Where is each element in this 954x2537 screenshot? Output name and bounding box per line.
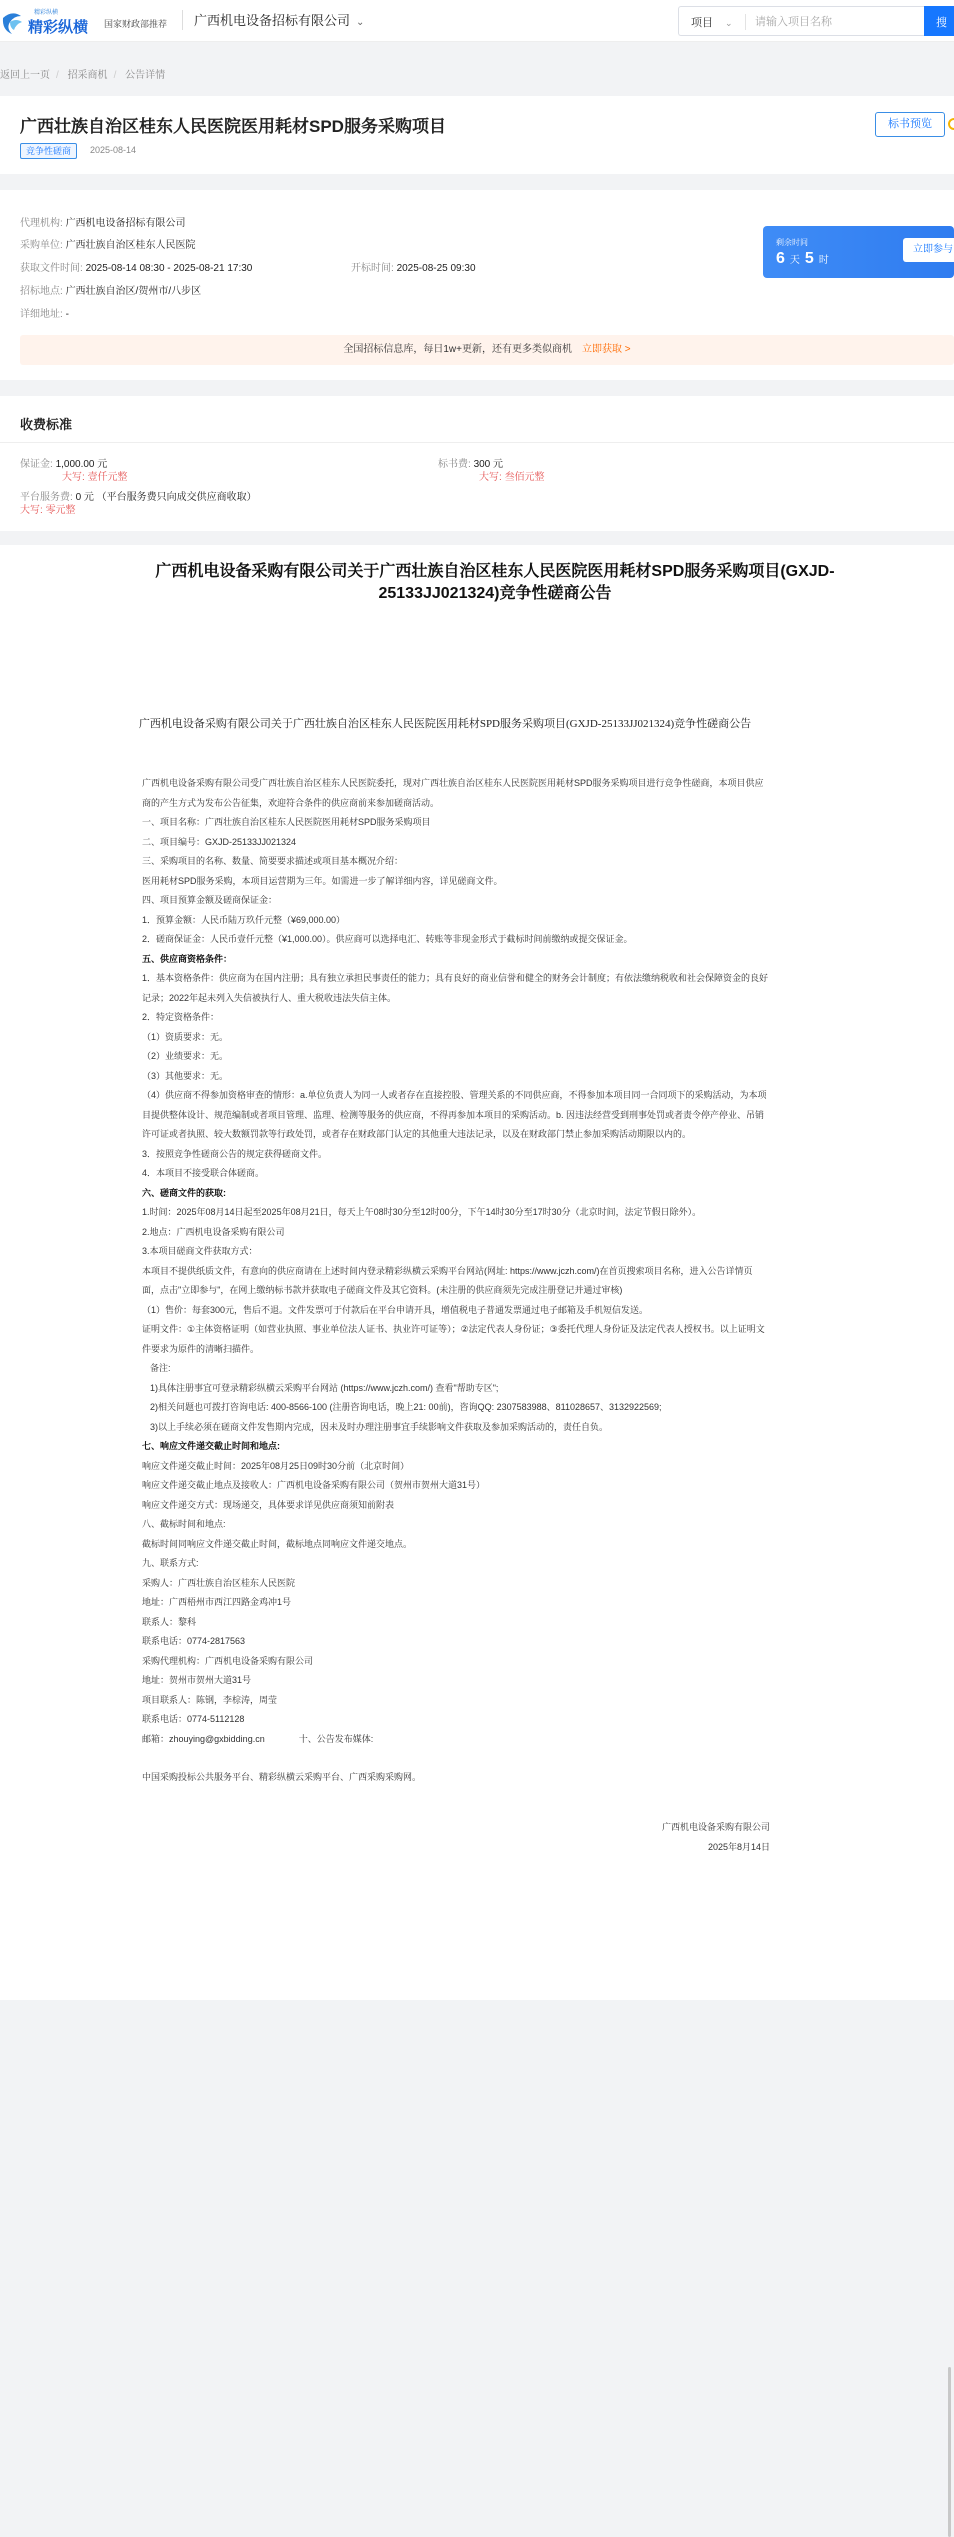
- sign-date: 2025年8月14日: [707, 1842, 770, 1852]
- contact-phone: 邮箱：zhouying@gxbidding.cn: [142, 1733, 265, 1744]
- paragraph: （2）业绩要求：无。: [142, 1051, 229, 1061]
- platform-fee-cn-label: 大写:: [20, 505, 43, 516]
- doc-time-label: 获取文件时间:: [20, 263, 83, 274]
- doc-fee-cn-label: 大写:: [479, 472, 502, 483]
- company-selector[interactable]: [194, 10, 364, 29]
- paragraph: 中国采购投标公共服务平台、精彩纵横云采购平台、广西采购采购网。: [142, 1772, 422, 1782]
- search-type-label: 项目: [691, 17, 713, 29]
- chevron-down-icon: ⌄: [725, 18, 733, 28]
- platform-fee-value: 0 元 （平台服务费只向成交供应商收取）: [75, 492, 257, 503]
- paragraph: 一、项目名称：广西壮族自治区桂东人民医院医用耗材SPD服务采购项目: [142, 817, 431, 827]
- paragraph: 备注:: [150, 1363, 171, 1373]
- open-time-row: [351, 259, 476, 274]
- paragraph: 三、采购项目的名称、数量、简要要求描述或项目基本概况介绍：: [142, 856, 404, 866]
- paragraph: 4．本项目不接受联合体磋商。: [142, 1168, 265, 1178]
- promo-text: 全国招标信息库，每日1w+更新，还有更多类似商机: [343, 344, 572, 355]
- paragraph: 响应文件递交截止时间：2025年08月25日09时30分前（北京时间）: [142, 1460, 410, 1471]
- paragraph: [120, 1730, 770, 1750]
- countdown-hours: 5: [804, 250, 814, 267]
- buyer-row: [20, 236, 196, 251]
- announcement-title: 广西机电设备采购有限公司关于广西壮族自治区桂东人民医院医用耗材SPD服务采购项目(GXJD-25133JJ021324)竞争性磋商公告: [155, 563, 835, 602]
- paragraph: 联系电话：0774-5112128: [142, 1714, 245, 1724]
- paragraph: 1．基本资格条件：供应商为在国内注册；具有独立承担民事责任的能力；具有良好的商业信誉和健全的财务会计制度；有依法缴纳税收和社会保障资金的良好记录；2022年起未列入失信被执行人、重大税收违法失信主体。: [142, 973, 769, 1003]
- deposit-cn-row: [62, 468, 128, 483]
- announcement-body: [120, 774, 770, 1788]
- logo-mark-icon: [0, 10, 24, 36]
- paragraph: 九、联系方式:: [142, 1558, 199, 1568]
- search-input[interactable]: [755, 11, 885, 33]
- scrollbar[interactable]: [948, 2367, 951, 2537]
- paragraph: 采购代理机构：广西机电设备采购有限公司: [142, 1655, 314, 1666]
- paragraph: 响应文件递交方式：现场递交，具体要求详见供应商须知前附表: [142, 1499, 395, 1510]
- buyer-value: 广西壮族自治区桂东人民医院: [65, 240, 196, 251]
- paragraph: 二、项目编号：GXJD-25133JJ021324: [142, 836, 297, 847]
- doc-fee-cn-value: 叁佰元整: [504, 472, 545, 483]
- paragraph: 项目联系人：陈钢，李棕涛，周莹: [142, 1694, 278, 1705]
- countdown-caption: 剩余时间: [776, 238, 808, 247]
- paragraph: 广西机电设备采购有限公司受广西壮族自治区桂东人民医院委托，现对广西壮族自治区桂东人民医院医用耗材SPD服务采购项目进行竞争性磋商，本项目供应商的产生方式为发布公告征集，欢迎符合条件的供应商前来参加磋商活动。: [142, 778, 764, 808]
- divider: [0, 442, 954, 443]
- paragraph: 采购人：广西壮族自治区桂东人民医院: [142, 1577, 296, 1588]
- countdown-hour-unit: 时: [818, 255, 829, 266]
- fee-section-title: 收费标准: [20, 417, 73, 432]
- divider: [182, 10, 183, 30]
- tagline: 国家财政部推荐: [104, 19, 168, 29]
- spacer: [120, 1749, 770, 1768]
- top-navbar: [0, 0, 954, 42]
- signer: 广西机电设备采购有限公司: [661, 1822, 770, 1832]
- breadcrumb-item[interactable]: 招采商机: [67, 70, 108, 81]
- logo-text: 精彩纵横: [28, 19, 89, 36]
- paragraph: 证明文件：①主体资格证明（如营业执照、事业单位法人证书、执业许可证等）；②法定代表人身份证；③委托代理人身份证及法定代表人授权书。以上证明文件要求为原件的清晰扫描件。: [142, 1324, 765, 1354]
- breadcrumb-separator: /: [113, 70, 117, 81]
- section-heading: 七、响应文件递交截止时间和地点:: [142, 1441, 280, 1451]
- paragraph: （4）供应商不得参加资格审查的情形：a.单位负责人为同一人或者存在直接控股、管理关系的不同供应商，不得参加本项目同一合同项下的采购活动，为本项目提供整体设计、规范编制或者项目管理、监理、检测等服务的供应商，不得再参加本项目的采购活动。b. 因违法经营受到刑事处罚或者责令停产停业、吊销许可证或者执照、较大数额罚款等行政处罚，或者存在财政部门认定的其他重大违法记录，以及在财政部门禁止参加采购活动期限以内的。: [142, 1090, 767, 1139]
- section-heading: 六、磋商文件的获取:: [142, 1187, 226, 1198]
- announcement-subtitle: 广西机电设备采购有限公司关于广西壮族自治区桂东人民医院医用耗材SPD服务采购项目(GXJD-25133JJ021324)竞争性磋商公告: [138, 718, 752, 730]
- breadcrumb-separator: /: [56, 70, 59, 81]
- fee-standard-card: [0, 396, 954, 531]
- deposit-value: 1,000.00 元: [55, 459, 108, 470]
- paragraph: 2．特定资格条件：: [142, 1012, 220, 1022]
- paragraph: （3）其他要求：无。: [142, 1070, 229, 1081]
- announcement-document: [0, 545, 954, 2000]
- contact-email: 十、公告发布媒体:: [298, 1733, 374, 1744]
- company-name: 广西机电设备招标有限公司: [194, 13, 351, 28]
- join-now-button[interactable]: 立即参与: [903, 238, 954, 262]
- address-row: [20, 305, 69, 320]
- buyer-label: 采购单位:: [20, 240, 63, 251]
- doc-time-row: [20, 259, 252, 274]
- agent-label: 代理机构:: [20, 218, 63, 229]
- paragraph: 地址：广西梧州市西江四路金鸡冲1号: [142, 1597, 292, 1607]
- deposit-label: 保证金:: [20, 459, 53, 470]
- breadcrumb-current: 公告详情: [125, 70, 166, 81]
- countdown-days: 6: [776, 250, 785, 267]
- paragraph: 1)具体注册事宜可登录精彩纵横云采购平台网站 (https://www.jczh.com/) 查看"帮助专区";: [150, 1382, 499, 1393]
- open-time-label: 开标时间:: [351, 263, 394, 274]
- paragraph: 3．按照竞争性磋商公告的规定获得磋商文件。: [142, 1148, 328, 1159]
- region-value: 广西壮族自治区/贺州市/八步区: [65, 286, 202, 297]
- deposit-cn-value: 壹仟元整: [87, 472, 128, 483]
- chevron-down-icon: ⌄: [356, 17, 365, 28]
- paragraph: 3.本项目磋商文件获取方式：: [142, 1246, 258, 1256]
- breadcrumb-back-link[interactable]: 返回上一页: [0, 70, 50, 81]
- divider: [745, 14, 746, 30]
- procurement-type-badge: 竞争性磋商: [20, 143, 77, 159]
- paragraph: 联系人：黎科: [142, 1616, 197, 1627]
- paragraph: 响应文件递交截止地点及接收人：广西机电设备采购有限公司（贺州市贺州大道31号）: [142, 1480, 486, 1490]
- search-type-select[interactable]: [691, 14, 733, 30]
- address-label: 详细地址:: [20, 309, 63, 320]
- platform-fee-cn-value: 零元整: [45, 505, 76, 516]
- paragraph: 八、截标时间和地点:: [142, 1519, 226, 1529]
- deposit-cn-label: 大写:: [62, 472, 85, 483]
- countdown-value: [776, 250, 834, 268]
- paragraph: （1）售价：每套300元，售后不退。文件发票可于付款后在平台申请开具，增值税电子普通发票通过电子邮箱及手机短信发送。: [142, 1304, 649, 1315]
- paragraph: 医用耗材SPD服务采购，本项目运营期为三年。如需进一步了解详细内容，详见磋商文件。: [142, 875, 503, 886]
- paragraph: 本项目不提供纸质文件，有意向的供应商请在上述时间内登录精彩纵横云采购平台网站(网址: https://www.jczh.com/)在首页搜索项目名称，进入公告详情页面，点击"立即参与"，在网上缴纳标书款并获取电子磋商文件及其它资料。(未注册的供应商须先完成注册登记并通过审核): [142, 1265, 753, 1295]
- countdown-day-unit: 天: [789, 255, 800, 266]
- countdown-card: [763, 226, 954, 278]
- project-header-card: [0, 96, 954, 174]
- publish-date: 2025-08-14: [90, 145, 137, 155]
- paragraph: 2．磋商保证金：人民币壹仟元整（¥1,000.00）。供应商可以选择电汇、转账等非现金形式于截标时间前缴纳或提交保证金。: [142, 934, 633, 944]
- platform-fee-cn-row: [20, 501, 76, 516]
- open-time-value: 2025-08-25 09:30: [396, 263, 476, 274]
- site-logo[interactable]: [0, 6, 92, 36]
- search-button[interactable]: 搜: [924, 6, 954, 36]
- agent-value: 广西机电设备招标有限公司: [65, 218, 186, 229]
- doc-fee-cn-row: [479, 468, 545, 483]
- project-info-card: [0, 190, 954, 380]
- paragraph: 1.时间：2025年08月14日起至2025年08月21日，每天上午08时30分至12时00分，下午14时30分至17时30分（北京时间，法定节假日除外）。: [142, 1207, 702, 1217]
- promo-banner: [20, 335, 954, 365]
- paragraph: （1）资质要求：无。: [142, 1031, 229, 1042]
- paragraph: 2.地点：广西机电设备采购有限公司: [142, 1226, 285, 1237]
- paragraph: 四、项目预算金额及磋商保证金：: [142, 895, 278, 905]
- search-box: [678, 6, 954, 36]
- paragraph: 3)以上手续必须在磋商文件发售期内完成，因未及时办理注册事宜手续影响文件获取及参加采购活动的，责任自负。: [150, 1421, 609, 1432]
- breadcrumb: [0, 66, 171, 81]
- doc-fee-value: 300 元: [473, 459, 504, 470]
- doc-time-value: 2025-08-14 08:30 - 2025-08-21 17:30: [85, 263, 253, 274]
- paragraph: 截标时间同响应文件递交截止时间，截标地点同响应文件递交地点。: [142, 1538, 413, 1549]
- logo-small-text: 精彩纵横: [34, 10, 59, 16]
- bid-preview-button[interactable]: 标书预览: [875, 112, 945, 137]
- paragraph: 1．预算金额：人民币陆万玖仟元整（¥69,000.00）: [142, 914, 346, 925]
- region-label: 招标地点:: [20, 286, 63, 297]
- promo-cta-link[interactable]: 立即获取 >: [582, 344, 631, 355]
- region-row: [20, 282, 201, 297]
- platform-fee-label: 平台服务费:: [20, 492, 73, 503]
- address-value: -: [65, 309, 69, 320]
- paragraph: 地址：贺州市贺州大道31号: [142, 1675, 252, 1685]
- coin-icon[interactable]: [948, 118, 954, 130]
- paragraph: 联系电话：0774-2817563: [142, 1636, 246, 1646]
- doc-fee-label: 标书费:: [438, 459, 471, 470]
- agent-row: [20, 214, 186, 229]
- section-heading: 五、供应商资格条件：: [142, 953, 233, 964]
- page-title: 广西壮族自治区桂东人民医院医用耗材SPD服务采购项目: [20, 117, 446, 136]
- paragraph: 2)相关问题也可拨打咨询电话: 400-8566-100 (注册咨询电话，晚上21: 00前)，咨询QQ: 2307583988、811028657、3132922569;: [150, 1402, 662, 1412]
